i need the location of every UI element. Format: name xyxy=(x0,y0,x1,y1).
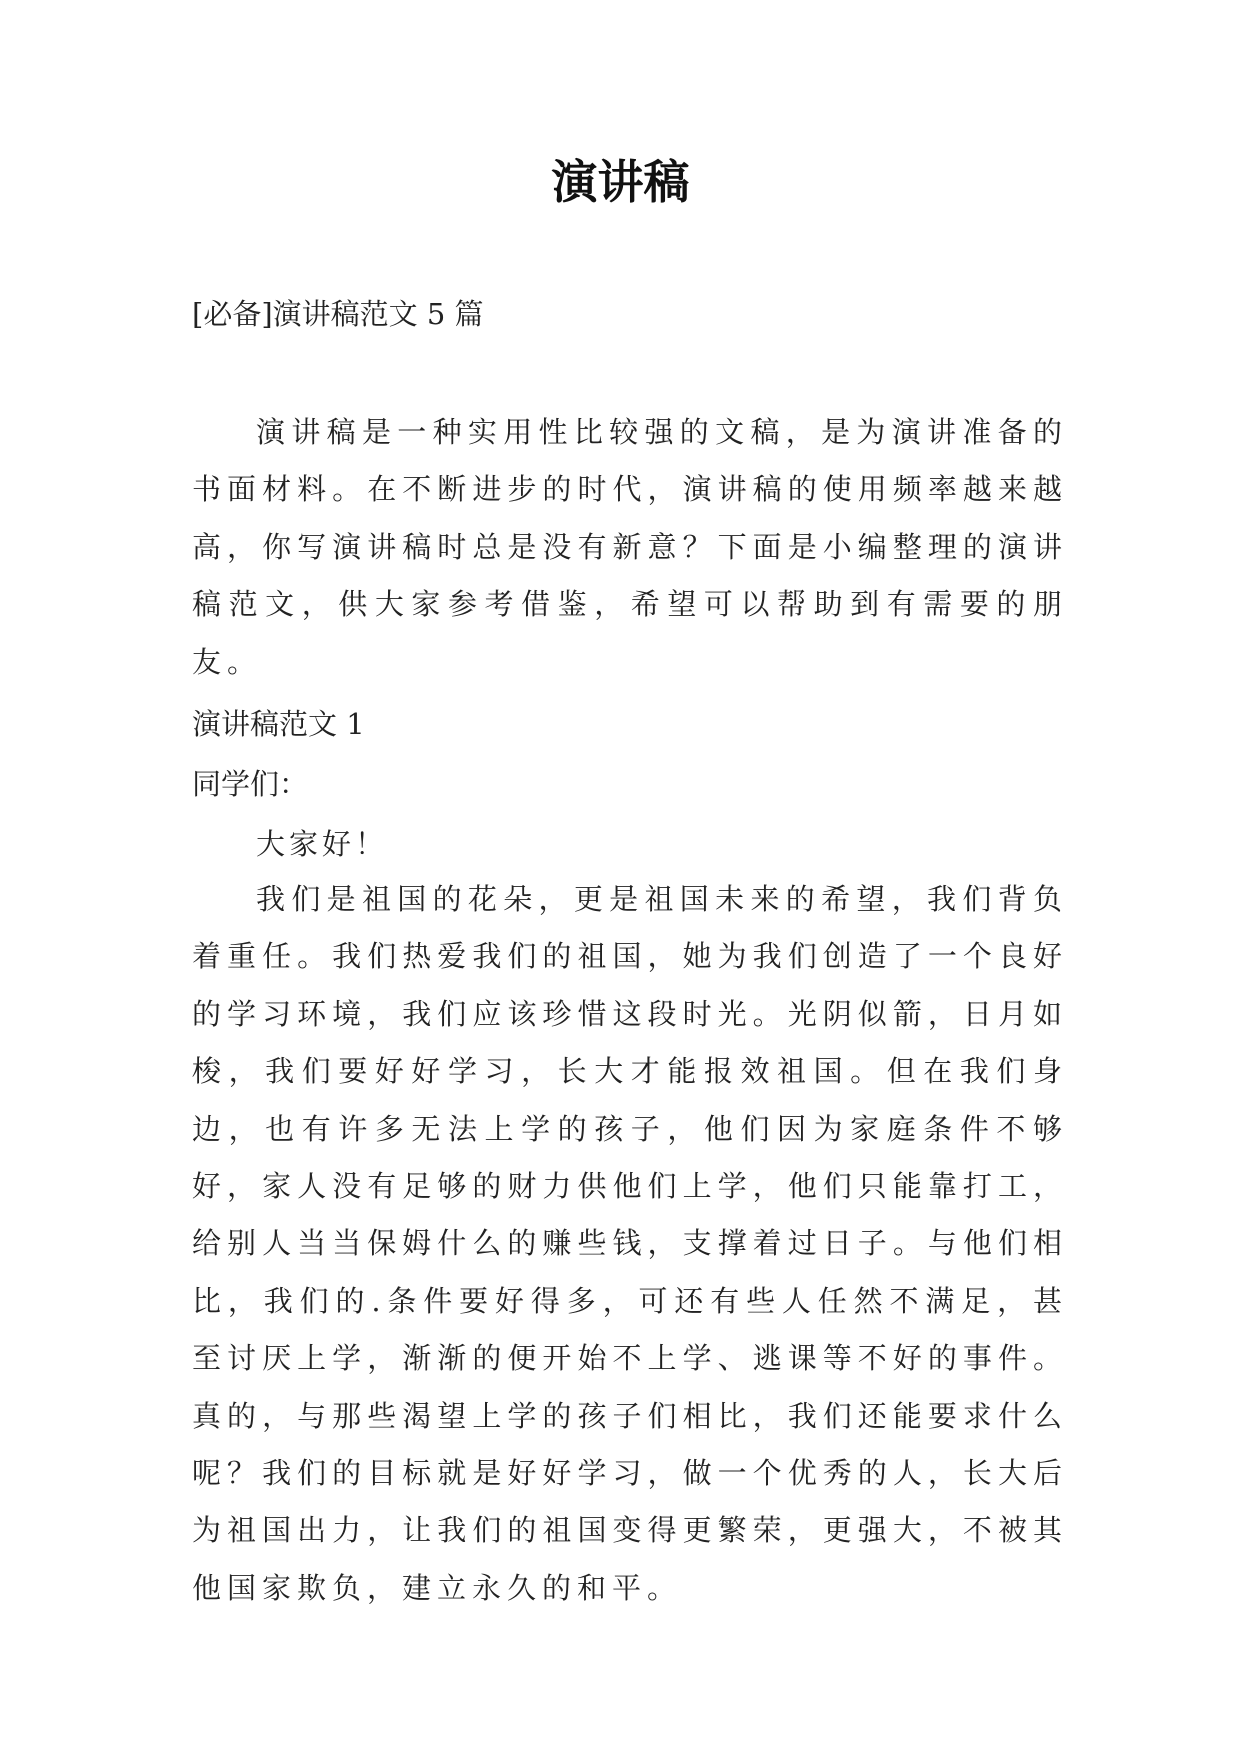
greeting: 大家好！ xyxy=(256,827,389,861)
document-subtitle: [必备]演讲稿范文 5 篇 xyxy=(192,297,484,331)
salutation: 同学们： xyxy=(192,767,309,801)
body-paragraph: 我们是祖国的花朵，更是祖国未来的希望，我们背负着重任。我们热爱我们的祖国，她为我们创造了一个良好的学习环境，我们应该珍惜这段时光。光阴似箭，日月如梭，我们要好好学习，长大才能报效祖国。但在我们身边，也有许多无法上学的孩子，他们因为家庭条件不够好，家人没有足够的财力供他们上学，他们只能靠打工，给别人当当保姆什么的赚些钱，支撑着过日子。与他们相比，我们的.条件要好得多，可还有些人任然不满足，甚至讨厌上学，渐渐的便开始不上学、逃课等不好的事件。真的，与那些渴望上学的孩子们相比，我们还能要求什么呢？我们的目标就是好好学习，做一个优秀的人，长大后为祖国出力，让我们的祖国变得更繁荣，更强大，不被其他国家欺负，建立永久的和平。 xyxy=(192,882,1068,1605)
intro-paragraph: 演讲稿是一种实用性比较强的文稿，是为演讲准备的书面材料。在不断进步的时代，演讲稿的使用频率越来越高，你写演讲稿时总是没有新意？下面是小编整理的演讲稿范文，供大家参考借鉴，希望可以帮助到有需要的朋友。 xyxy=(192,415,1068,679)
section-heading: 演讲稿范文 1 xyxy=(192,707,365,741)
document-title: 演讲稿 xyxy=(551,155,690,209)
